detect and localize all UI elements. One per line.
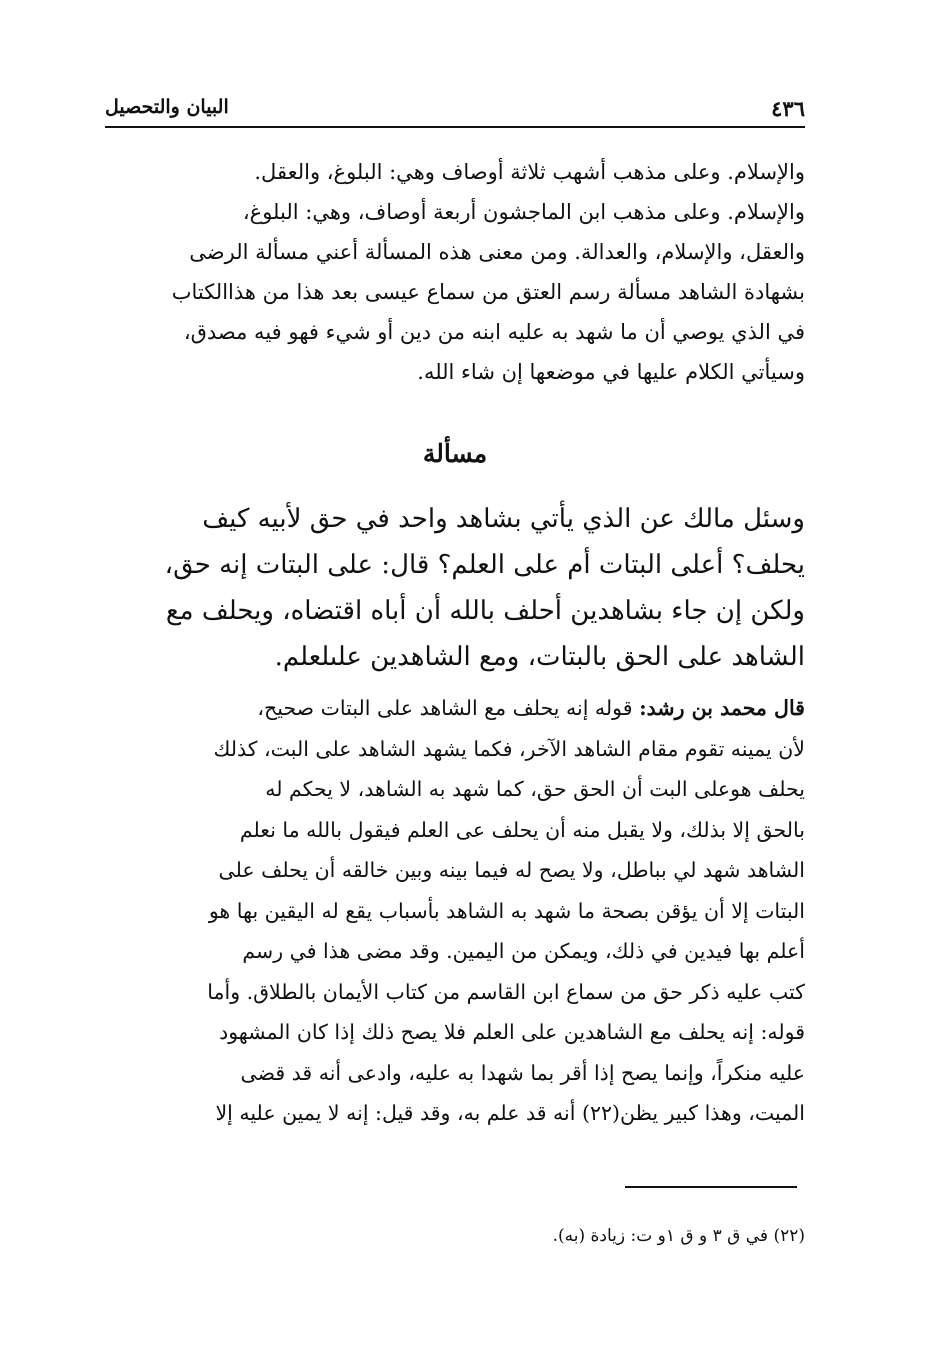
intro-line: في الذي يوصي أن ما شهد به عليه ابنه من دين أو شيء فهو فيه مصدق، xyxy=(183,320,805,344)
section-heading: مسألة xyxy=(422,439,488,468)
speaker-name: قال محمد بن رشد: xyxy=(639,696,805,720)
page-number: ٤٣٦ xyxy=(771,96,805,121)
footnote: (٢٢) في ق ٣ و ق ١و ت: زيادة (به). xyxy=(552,1226,805,1246)
answer-line: البتات إلا أن يؤقن بصحة ما شهد به الشاهد بأسباب يقع له اليقين بها هو xyxy=(208,898,805,923)
intro-line: بشهادة الشاهد مسألة رسم العتق من سماع عيسى بعد هذا من هذاالكتاب xyxy=(171,280,805,304)
answer-line: قوله: إنه يحلف مع الشاهدين على العلم فلا يصح ذلك إذا كان المشهود xyxy=(219,1020,805,1044)
question-line: ولكن إن جاء بشاهدين أحلف بالله أن أباه اقتضاه، ويحلف مع xyxy=(165,596,805,626)
answer-line: لأن يمينه تقوم مقام الشاهد الآخر، فكما يشهد الشاهد على البت، كذلك xyxy=(213,736,805,761)
header-divider xyxy=(105,126,805,128)
answer-first-line xyxy=(105,688,805,729)
intro-line: وسيأتي الكلام عليها في موضعها إن شاء الله. xyxy=(417,360,805,384)
answer-line: كتب عليه ذكر حق من سماع ابن القاسم من كتاب الأيمان بالطلاق. وأما xyxy=(207,979,805,1004)
answer-line: عليه منكراً، وإنما يصح إذا أقر بما شهدا به عليه، وادعى أنه قد قضى xyxy=(240,1060,805,1085)
running-title: البيان والتحصيل xyxy=(105,96,229,118)
answer-line: أعلم بها فيدين في ذلك، ويمكن من اليمين. وقد مضى هذا في رسم xyxy=(242,939,805,963)
answer-line: الميت، وهذا كبير يظن(٢٢) أنه قد علم به، وقد قيل: إنه لا يمين عليه إلا xyxy=(215,1101,805,1125)
answer-line: يحلف هوعلى البت أن الحق حق، كما شهد به الشاهد، لا يحكم له xyxy=(265,777,805,801)
question-line: الشاهد على الحق بالبتات، ومع الشاهدين علىلعلم. xyxy=(274,642,805,672)
answer-line: بالحق إلا بذلك، ولا يقبل منه أن يحلف عى العلم فيقول بالله ما نعلم xyxy=(239,817,805,842)
answer-line: الشاهد شهد لي بباطل، ولا يصح له فيما بينه وبين خالقه أن يحلف على xyxy=(218,858,805,882)
intro-line: والعقل، والإسلام، والعدالة. ومن معنى هذه المسألة أعني مسألة الرضى xyxy=(189,240,805,264)
intro-line: والإسلام. وعلى مذهب ابن الماجشون أربعة أوصاف، وهي: البلوغ، xyxy=(242,200,805,224)
question-line: يحلف؟ أعلى البتات أم على العلم؟ قال: على البتات إنه حق، xyxy=(164,550,805,580)
answer-paragraph xyxy=(105,688,805,1134)
footnote-divider xyxy=(625,1186,797,1188)
page-header xyxy=(105,96,805,126)
intro-line: والإسلام. وعلى مذهب أشهب ثلاثة أوصاف وهي: البلوغ، والعقل. xyxy=(254,160,805,184)
answer-first-line-text: قوله إنه يحلف مع الشاهد على البتات صحيح، xyxy=(257,696,640,720)
intro-paragraph xyxy=(105,152,805,392)
question-paragraph xyxy=(105,496,805,680)
question-line: وسئل مالك عن الذي يأتي بشاهد واحد في حق لأبيه كيف xyxy=(202,504,805,534)
